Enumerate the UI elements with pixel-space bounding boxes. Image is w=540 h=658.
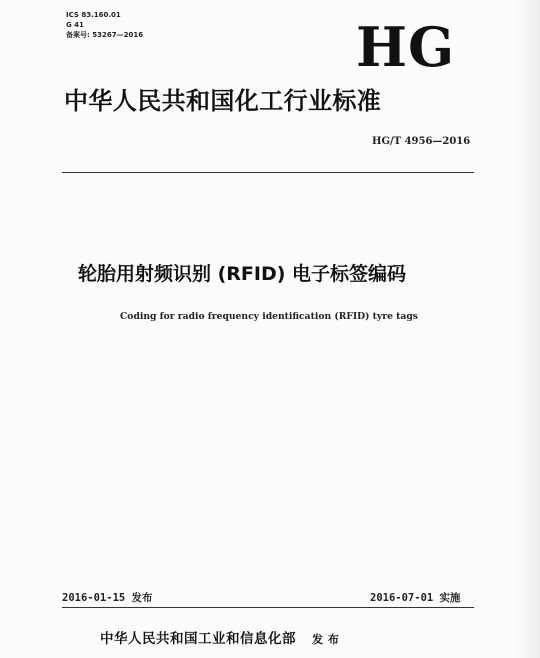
- ics-code: ICS 83.160.01: [66, 11, 121, 19]
- document-title-en: Coding for radio frequency identification (RFID) tyre tags: [120, 311, 418, 322]
- issuer-name: 中华人民共和国工业和信息化部: [100, 631, 296, 647]
- implement-date: 2016-07-01 实施: [370, 592, 461, 604]
- footer-divider: [62, 607, 474, 608]
- filing-number: 备案号: 53267—2016: [66, 31, 144, 39]
- standard-number: HG/T 4956—2016: [372, 136, 471, 147]
- header-divider: [62, 172, 474, 173]
- ccs-code: G 41: [66, 21, 84, 29]
- hg-logo: HG: [356, 15, 456, 79]
- document-title-cn: 轮胎用射频识别 (RFID) 电子标签编码: [78, 263, 407, 285]
- publish-date: 2016-01-15 发布: [62, 592, 153, 604]
- page-edge-shadow: [518, 0, 540, 658]
- standard-category-title: 中华人民共和国化工行业标准: [64, 87, 382, 115]
- issuer-suffix: 发 布: [312, 633, 340, 646]
- issuer-line: [100, 630, 339, 649]
